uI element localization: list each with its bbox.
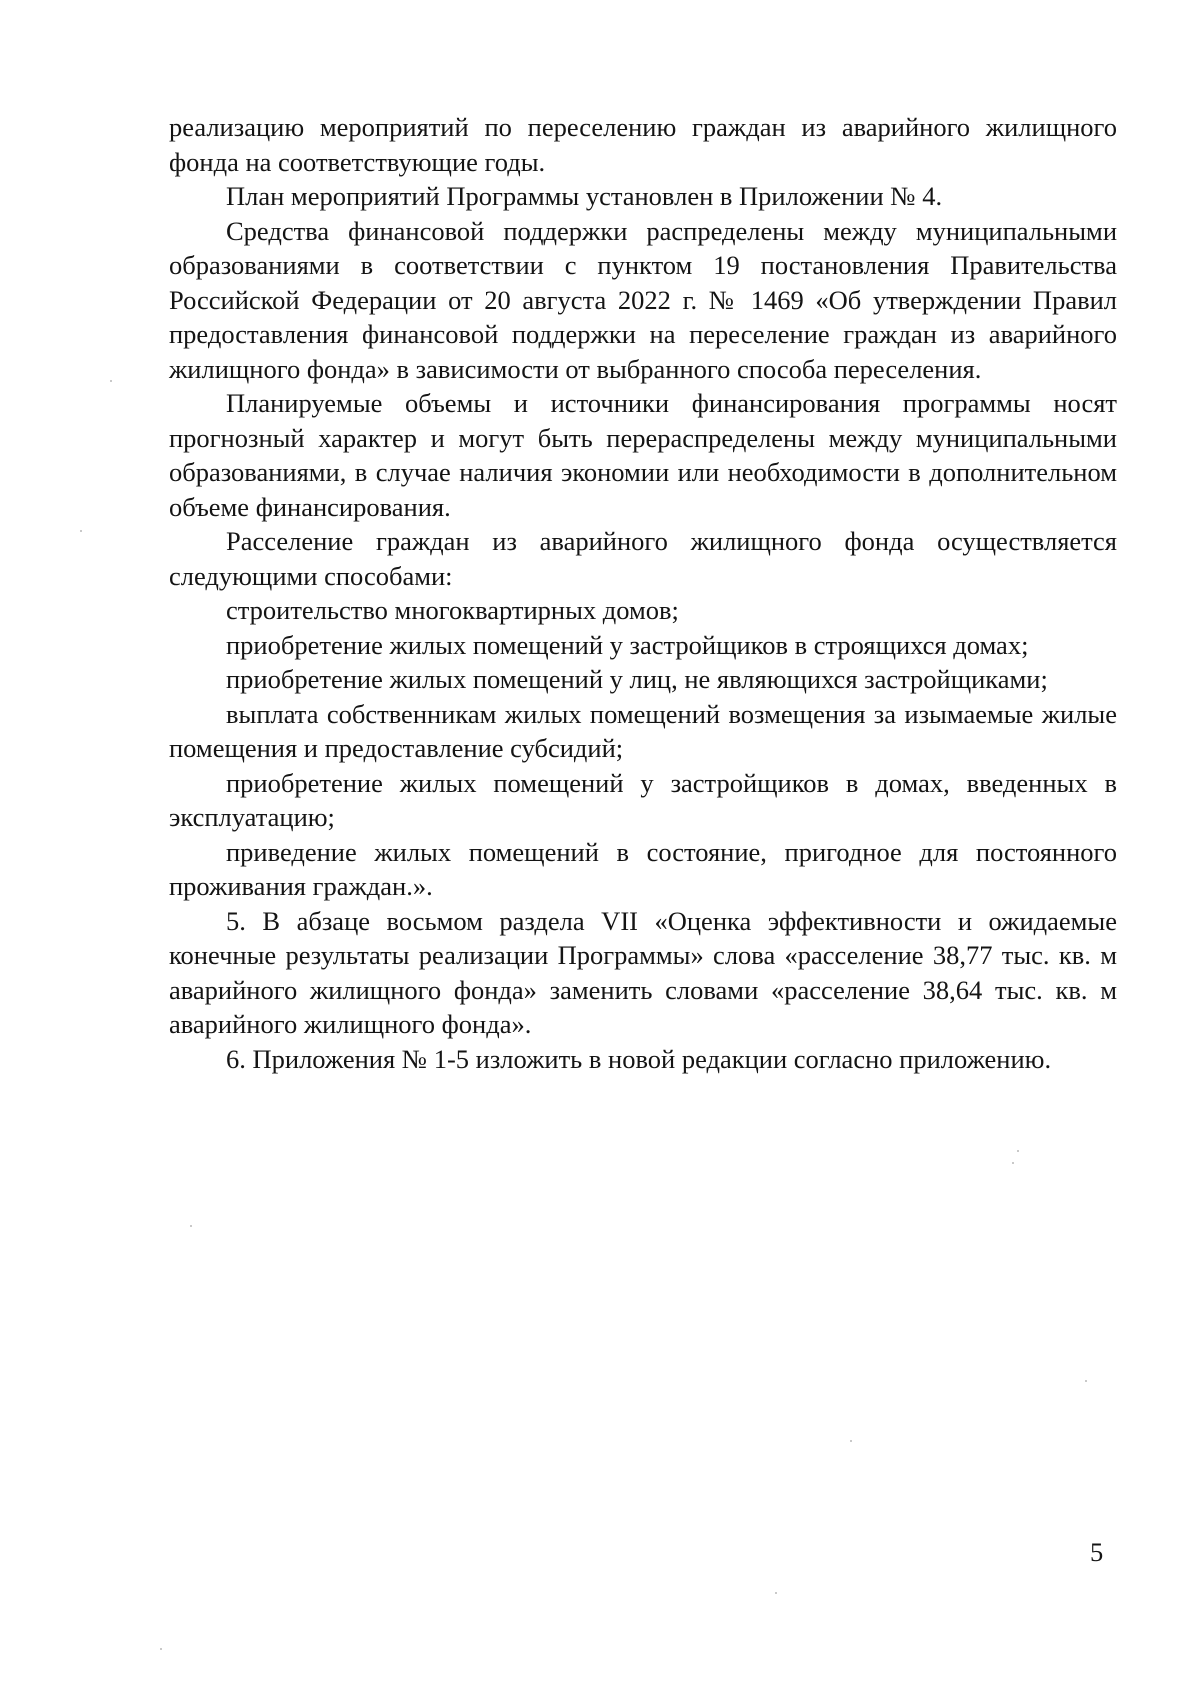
scan-speck xyxy=(160,1648,162,1650)
paragraph-continuation: реализацию мероприятий по переселению граждан из аварийного жилищного фонда на соответствующие годы. xyxy=(169,112,1117,177)
list-item-purchase-non-developers: приобретение жилых помещений у лиц, не являющихся застройщиками; xyxy=(226,664,1048,694)
scan-speck xyxy=(80,530,82,532)
paragraph-item-5: 5. В абзаце восьмом раздела VII «Оценка эффективности и ожидаемые конечные результаты реализации Программы» слова «расселение 38,77 тыс. кв. м аварийного жилищного фонда» заменить словами «расселение 38,64 тыс. кв. м аварийного жилищного фонда». xyxy=(169,905,1117,1039)
scan-speck xyxy=(1017,1150,1019,1152)
paragraph-item-6: 6. Приложения № 1-5 изложить в новой редакции согласно приложению. xyxy=(226,1043,1052,1074)
paragraph-plan: План мероприятий Программы установлен в Приложении № 4. xyxy=(226,181,943,211)
scan-speck xyxy=(850,1440,852,1442)
list-item-construction: строительство многоквартирных домов; xyxy=(226,595,679,625)
list-item-purchase-completed: приобретение жилых помещений у застройщиков в домах, введенных в эксплуатацию; xyxy=(169,767,1117,832)
list-item-purchase-under-construction: приобретение жилых помещений у застройщиков в строящихся домах; xyxy=(226,629,1029,660)
scan-speck xyxy=(110,380,112,382)
scan-speck xyxy=(1012,1162,1014,1164)
list-item-compensation: выплата собственникам жилых помещений возмещения за изымаемые жилые помещения и предоставление субсидий; xyxy=(169,698,1117,763)
scan-speck xyxy=(775,1592,777,1594)
paragraph-planned-volumes: Планируемые объемы и источники финансирования программы носят прогнозный характер и могут быть перераспределены между муниципальными образованиями, в случае наличия экономии или необходимости в дополнительном объеме финансирования. xyxy=(169,388,1117,522)
page-number: 5 xyxy=(1090,1537,1104,1567)
scan-speck xyxy=(1085,1380,1087,1382)
paragraph-resettlement-methods: Расселение граждан из аварийного жилищного фонда осуществляется следующими способами: xyxy=(169,526,1117,591)
paragraph-funding-distribution: Средства финансовой поддержки распределены между муниципальными образованиями в соответствии с пунктом 19 постановления Правительства Российской Федерации от 20 августа 2022 г. № 1469 «Об утверждении Правил предоставления финансовой поддержки на переселение граждан из аварийного жилищного фонда» в зависимости от выбранного способа переселения. xyxy=(169,215,1117,384)
document-body xyxy=(169,110,1117,1076)
scan-speck xyxy=(190,1225,192,1227)
list-item-renovation: приведение жилых помещений в состояние, пригодное для постоянного проживания граждан.». xyxy=(169,836,1117,901)
